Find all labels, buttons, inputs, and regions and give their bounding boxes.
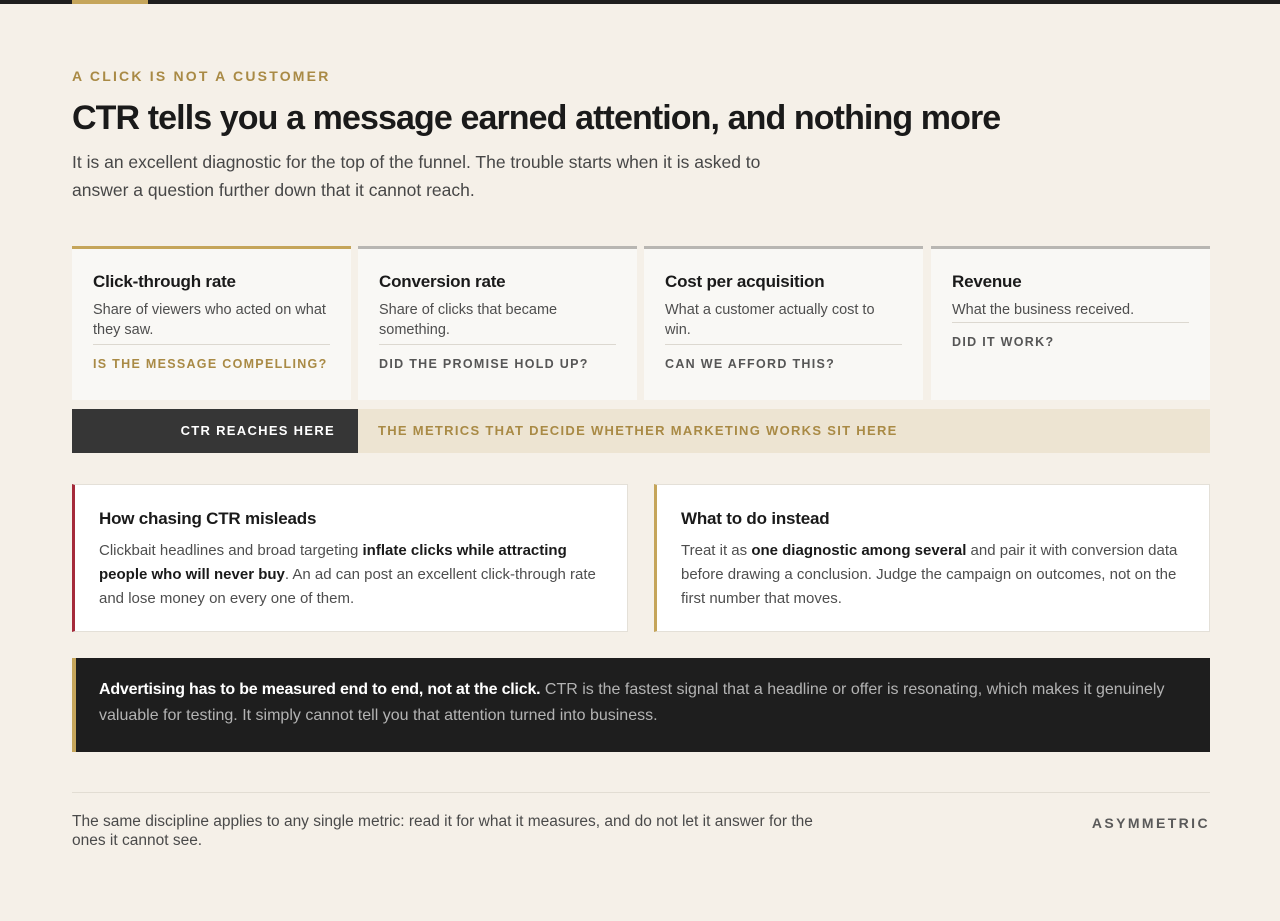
callout-emphasis: Advertising has to be measured end to end, not at the click.	[99, 681, 541, 698]
misleads-box	[72, 484, 628, 632]
misleads-body	[99, 539, 603, 611]
instead-text: Treat it as	[681, 542, 752, 559]
metric-card-question: DID THE PROMISE HOLD UP?	[379, 357, 589, 371]
decision-metrics-label: THE METRICS THAT DECIDE WHETHER MARKETING WORKS SIT HERE	[358, 409, 1210, 453]
top-bar-accent	[72, 0, 148, 4]
misleads-emphasis: inflate clicks while attracting people who will never buy	[99, 542, 567, 583]
summary-callout	[72, 658, 1210, 752]
misleads-title: How chasing CTR misleads	[99, 509, 317, 528]
lede: It is an excellent diagnostic for the top of the funnel. The trouble starts when it is asked to answer a question further down that it cannot reach.	[72, 152, 761, 200]
metric-card-cpa	[644, 246, 923, 400]
top-bar	[0, 0, 1280, 4]
metric-card-title: Conversion rate	[379, 272, 506, 291]
metric-card-divider	[665, 344, 902, 345]
instead-text-end: and pair it with conversion data before drawing a conclusion. Judge the campaign on outcomes, not on the first number that moves.	[681, 542, 1178, 607]
metric-cards	[72, 246, 1210, 400]
metric-card-divider	[93, 344, 330, 345]
metric-card-question: IS THE MESSAGE COMPELLING?	[93, 357, 328, 371]
metric-card-desc: What the business received.	[952, 302, 1135, 318]
eyebrow: A CLICK IS NOT A CUSTOMER	[72, 68, 331, 84]
brand-wordmark: ASYMMETRIC	[1091, 815, 1210, 831]
metric-card-divider	[379, 344, 616, 345]
footer-divider	[72, 792, 1210, 793]
metric-card-title: Click-through rate	[93, 272, 236, 291]
misleads-text: Clickbait headlines and broad targeting	[99, 542, 363, 559]
metric-card-conversion	[358, 246, 637, 400]
metric-card-desc: What a customer actually cost to win.	[665, 302, 875, 338]
metric-card-question: DID IT WORK?	[952, 335, 1055, 349]
explainer-boxes	[72, 484, 1210, 632]
misleads-text-end: . An ad can post an excellent click-through rate and lose money on every one of them.	[99, 566, 596, 607]
metric-card-question: CAN WE AFFORD THIS?	[665, 357, 836, 371]
instead-body	[681, 539, 1185, 611]
metric-card-title: Cost per acquisition	[665, 272, 825, 291]
instead-title: What to do instead	[681, 509, 830, 528]
reach-bar	[72, 409, 1210, 453]
instead-emphasis: one diagnostic among several	[751, 542, 967, 559]
metric-card-title: Revenue	[952, 272, 1022, 291]
metric-card-desc: Share of viewers who acted on what they saw.	[93, 302, 326, 338]
metric-card-desc: Share of clicks that became something.	[379, 302, 558, 338]
callout-text: CTR is the fastest signal that a headline or offer is resonating, which makes it genuinely valuable for testing. It simply cannot tell you that attention turned into business.	[99, 681, 1165, 724]
metric-card-ctr	[72, 246, 351, 400]
metric-card-revenue	[931, 246, 1210, 400]
ctr-reach-label: CTR REACHES HERE	[72, 409, 358, 453]
page-title: CTR tells you a message earned attention, and nothing more	[72, 99, 1001, 137]
instead-box	[654, 484, 1210, 632]
metric-card-divider	[952, 322, 1189, 323]
footer-note: The same discipline applies to any single metric: read it for what it measures, and do not let it answer for the ones it cannot see.	[72, 813, 813, 849]
